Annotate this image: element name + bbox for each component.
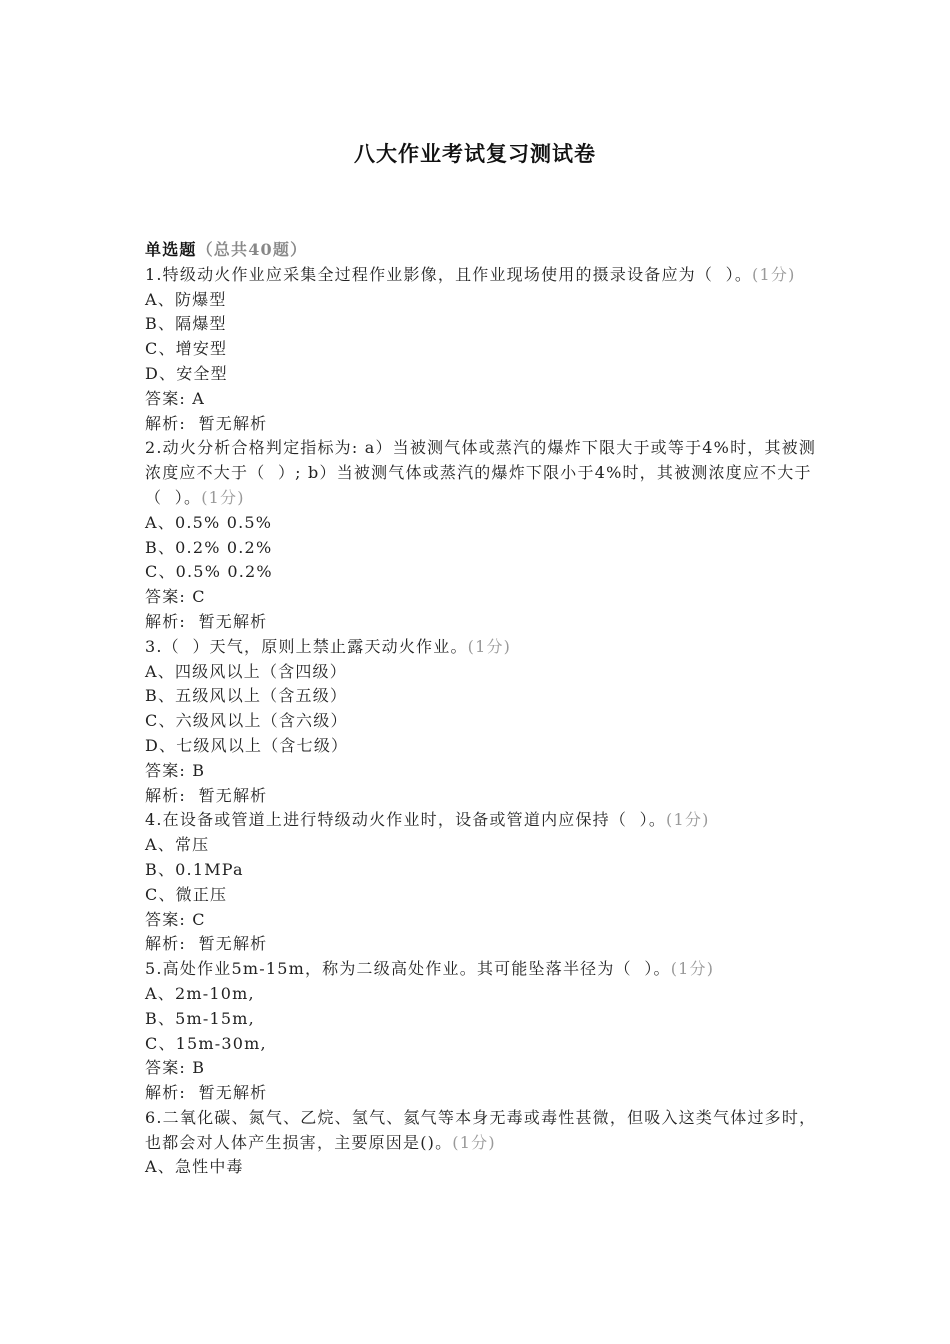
section-label: 单选题 xyxy=(145,240,197,259)
question-3-score: (1分) xyxy=(467,636,512,656)
question-6-text: 6.二氧化碳、氮气、乙烷、氢气、氦气等本身无毒或毒性甚微，但吸入这类气体过多时，也都会对人体产生损害，主要原因是()。 xyxy=(145,1107,817,1152)
question-text xyxy=(145,957,825,982)
section-header xyxy=(145,238,825,263)
question-2-text: 2.动火分析合格判定指标为: a）当被测气体或蒸汽的爆炸下限大于或等于4%时，其被测浓度应不大于（ ）; b）当被测气体或蒸汽的爆炸下限小于4%时，其被测浓度应不大于（ ）。 xyxy=(145,438,817,507)
question-6 xyxy=(145,1106,825,1180)
question-text xyxy=(145,436,825,510)
option-b: B、5m-15m, xyxy=(145,1008,255,1028)
option-a: A、四级风以上（含四级） xyxy=(145,661,347,681)
question-text xyxy=(145,635,825,660)
question-5-score: (1分) xyxy=(670,959,715,979)
answer: 答案: C xyxy=(145,587,206,607)
option-c: C、增安型 xyxy=(145,339,228,359)
option-b: B、0.1MPa xyxy=(145,859,244,879)
answer: 答案: B xyxy=(145,760,206,780)
question-3-text: 3.（ ）天气，原则上禁止露天动火作业。 xyxy=(145,636,468,656)
option-a: A、防爆型 xyxy=(145,289,227,309)
analysis: 解析: 暂无解析 xyxy=(145,413,268,433)
analysis: 解析: 暂无解析 xyxy=(145,934,268,954)
question-2-score: (1分) xyxy=(201,487,245,507)
question-1-score: (1分) xyxy=(752,264,796,284)
option-c: C、六级风以上（含六级） xyxy=(145,711,348,731)
document-title: 八大作业考试复习测试卷 xyxy=(354,141,596,166)
question-5 xyxy=(145,957,825,1106)
answer: 答案: B xyxy=(145,1058,206,1078)
question-1-text: 1.特级动火作业应采集全过程作业影像，且作业现场使用的摄录设备应为（ ）。 xyxy=(145,264,753,284)
question-3 xyxy=(145,635,825,809)
option-c: C、微正压 xyxy=(145,884,228,904)
answer: 答案: C xyxy=(145,909,206,929)
option-b: B、0.2% 0.2% xyxy=(145,537,273,557)
question-1 xyxy=(145,263,825,437)
option-a: A、2m-10m, xyxy=(145,983,255,1003)
question-2 xyxy=(145,436,825,634)
question-5-text: 5.高处作业5m-15m，称为二级高处作业。其可能坠落半径为（ ）。 xyxy=(145,959,671,979)
option-d: D、七级风以上（含七级） xyxy=(145,735,349,755)
section-count: （总共40题） xyxy=(196,240,308,259)
exam-content xyxy=(145,238,825,1180)
option-c: C、0.5% 0.2% xyxy=(145,562,273,582)
question-6-score: (1分) xyxy=(452,1132,496,1152)
analysis: 解析: 暂无解析 xyxy=(145,611,268,631)
option-d: D、安全型 xyxy=(145,363,228,383)
option-c: C、15m-30m, xyxy=(145,1033,267,1053)
question-4-score: (1分) xyxy=(666,810,710,830)
option-b: B、隔爆型 xyxy=(145,314,227,334)
question-text xyxy=(145,263,825,288)
analysis: 解析: 暂无解析 xyxy=(145,1083,268,1103)
answer: 答案: A xyxy=(145,388,206,408)
option-b: B、五级风以上（含五级） xyxy=(145,686,348,706)
question-4 xyxy=(145,808,825,957)
analysis: 解析: 暂无解析 xyxy=(145,785,268,805)
question-text xyxy=(145,1106,825,1156)
question-4-text: 4.在设备或管道上进行特级动火作业时，设备或管道内应保持（ ）。 xyxy=(145,810,667,830)
question-text xyxy=(145,808,825,833)
option-a: A、常压 xyxy=(145,835,210,855)
option-a: A、急性中毒 xyxy=(145,1157,244,1177)
option-a: A、0.5% 0.5% xyxy=(145,512,273,532)
